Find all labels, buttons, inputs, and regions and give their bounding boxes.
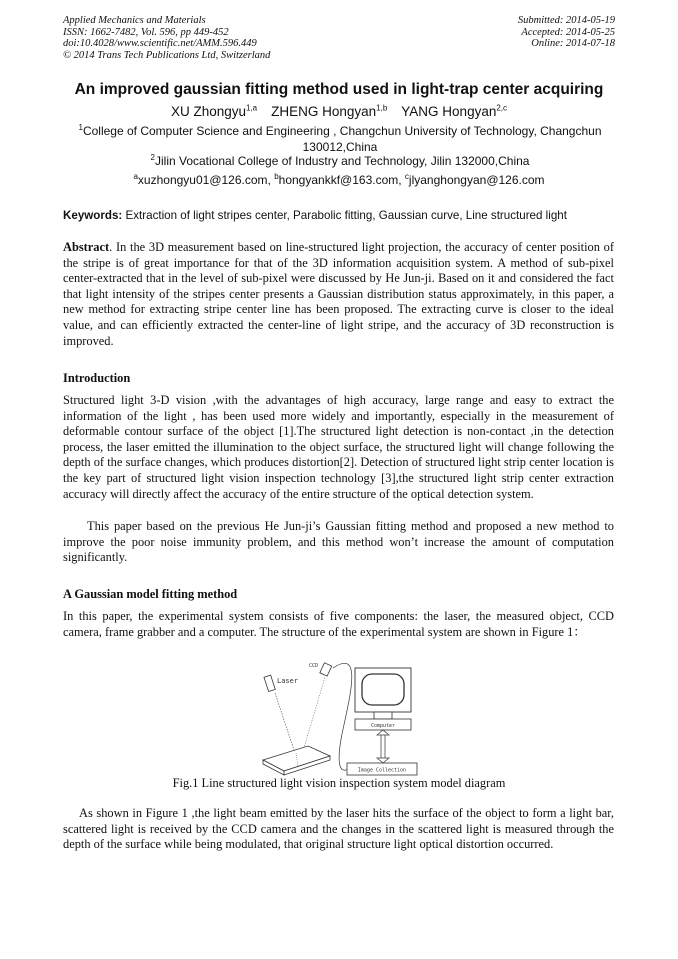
email-link[interactable]: xuzhongyu01@126.com,	[137, 173, 271, 187]
affiliation-mark: 2	[150, 153, 155, 162]
affiliation-text: College of Computer Science and Engineering , Changchun University of Technology, Changchun 130012,China	[82, 124, 602, 154]
email-mark: b	[274, 172, 279, 181]
author-affiliation-mark: 2,c	[496, 103, 508, 113]
author-affiliation-mark: 1,a	[246, 103, 258, 113]
email-link[interactable]: hongyankkf@163.com,	[278, 173, 402, 187]
author-list	[0, 104, 678, 119]
publication-dates	[518, 15, 615, 50]
abstract-text: . In the 3D measurement based on line-structured light projection, the accuracy of center position of the stripe is of great importance for that of the 3D information acquisition system. A method of sub-pixel center-extracted that in the level of sub-pixel were discussed by He Jun-ji. Based on it and considered the fact that light intensity of the stripes center presents a Gaussian distribution status approximately, in this paper, a new method for extracting stripe center line has been proposed. The extracting curve is closer to the ideal value, and can efficiently extracted the center-line of light stripe, and the accuracy of 3D reconstruction is improved.	[63, 240, 614, 348]
author-emails	[0, 173, 678, 187]
abstract-label: Abstract	[63, 240, 110, 254]
measured-object	[263, 746, 330, 775]
keywords-text: Extraction of light stripes center, Parabolic fitting, Gaussian curve, Line structured light	[125, 209, 567, 222]
email-mark: c	[404, 172, 409, 181]
ccd-camera	[320, 663, 332, 676]
section-heading-gaussian: A Gaussian model fitting method	[63, 587, 238, 601]
ccd-label: CCD	[309, 663, 319, 669]
author-name: XU Zhongyu	[170, 104, 246, 119]
abstract	[63, 240, 614, 349]
author-name: ZHENG Hongyan	[271, 104, 377, 119]
affiliation-mark: 1	[78, 123, 83, 132]
figure-1-caption: Fig.1 Line structured light vision inspection system model diagram	[172, 776, 506, 790]
monitor	[355, 668, 411, 719]
data-flow-arrow	[377, 730, 389, 763]
email-link[interactable]: jlyanghongyan@126.com	[408, 173, 545, 187]
journal-name: Applied Mechanics and Materials	[63, 15, 206, 26]
journal-info	[63, 15, 270, 61]
email-mark: a	[133, 172, 138, 181]
ccd-cable	[333, 663, 352, 770]
introduction-paragraph-2: This paper based on the previous He Jun-ji’s Gaussian fitting method and proposed a new method to improve the poor noise immunity problem, and this method won’t increase the amount of computation significantly.	[63, 519, 614, 565]
laser-device	[264, 675, 275, 691]
affiliation-2	[60, 154, 620, 170]
laser-label: Laser	[277, 677, 299, 685]
section-heading-introduction: Introduction	[63, 371, 131, 385]
introduction-paragraph-1: Structured light 3-D vision ,with the advantages of high accuracy, large range and easy to extract the information of the light , has been used more widely and importantly, especially in the measurement of deformable contour surface of the object [1].The structured light detection is non-contact ,in the detection process, the laser emitted the illumination to the object surface, the structured light will change following the depth of the surface changes, which produces distortion[2]. Detection of structured light strip center location is the key part of structured light vision inspection technology [3],the structured light strip center extraction accuracy will directly affect the accuracy of the entire structure of the optical detection system.	[63, 393, 614, 501]
journal-copyright: © 2014 Trans Tech Publications Ltd, Switzerland	[63, 49, 271, 61]
section2-paragraph-2: As shown in Figure 1 ,the light beam emitted by the laser hits the surface of the object to form a light bar, scattered light is received by the CCD camera and the changes in the scattered light is measured through the depth of the surface while being modulated, that original structure light optical distortion occurred.	[63, 806, 614, 852]
computer-label: Computer	[370, 723, 396, 729]
online-date: Online: 2014-07-18	[531, 38, 615, 50]
figure-1-diagram	[258, 656, 438, 778]
journal-doi: doi:10.4028/www.scientific.net/AMM.596.449	[63, 38, 257, 50]
author-name: YANG Hongyan	[401, 104, 497, 119]
journal-issn: ISSN: 1662-7482, Vol. 596, pp 449-452	[63, 26, 229, 38]
image-collection-label: Image Collection	[357, 767, 407, 774]
keywords-label: Keywords:	[63, 209, 123, 222]
paper-title: An improved gaussian fitting method used in light-trap center acquiring	[74, 81, 604, 98]
submitted-date: Submitted: 2014-05-19	[517, 15, 615, 26]
affiliation-1	[60, 124, 620, 155]
author-affiliation-mark: 1,b	[376, 103, 388, 113]
accepted-date: Accepted: 2014-05-25	[521, 26, 615, 38]
section2-paragraph-1: In this paper, the experimental system consists of five components: the laser, the measured object, CCD camera, frame grabber and a computer. The structure of the experimental system are shown in Figure 1：	[63, 609, 614, 639]
keywords	[63, 209, 623, 222]
affiliation-text: Jilin Vocational College of Industry and Technology, Jilin 132000,China	[154, 154, 530, 168]
